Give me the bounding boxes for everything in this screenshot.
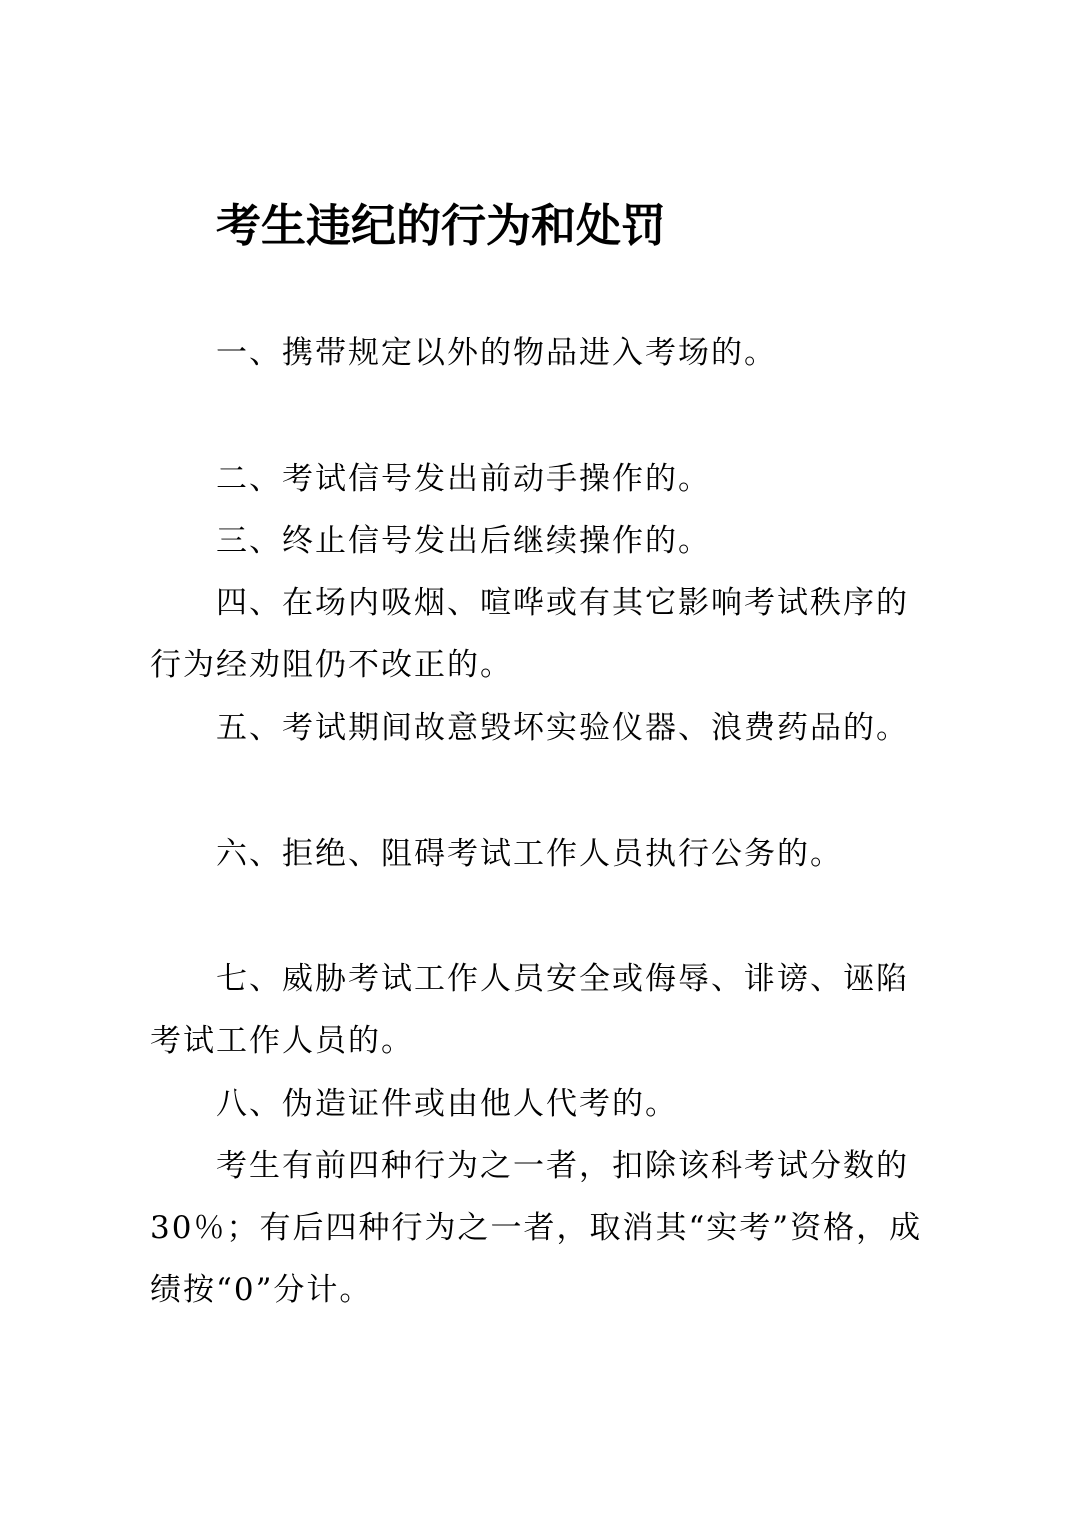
- rule-item-1: 一、携带规定以外的物品进入考场的。: [216, 335, 777, 371]
- rule-item-8: 八、伪造证件或由他人代考的。: [216, 1086, 678, 1122]
- rule-item-4: 四、在场内吸烟、喧哗或有其它影响考试秩序的行为经劝阻仍不改正的。: [150, 585, 909, 683]
- rule-item-2: 二、考试信号发出前动手操作的。: [216, 461, 711, 497]
- rule-item-3: 三、终止信号发出后继续操作的。: [216, 523, 711, 559]
- rule-item-7: 七、威胁考试工作人员安全或侮辱、诽谤、诬陷考试工作人员的。: [150, 961, 909, 1059]
- rule-item-5: 五、考试期间故意毁坏实验仪器、浪费药品的。: [216, 710, 909, 746]
- rule-item-6: 六、拒绝、阻碍考试工作人员执行公务的。: [216, 836, 843, 872]
- penalty-summary: 考生有前四种行为之一者，扣除该科考试分数的30％；有后四种行为之一者，取消其“实考”资格，成绩按“0”分计。: [150, 1148, 923, 1308]
- page-title: 考生违纪的行为和处罚: [216, 199, 667, 252]
